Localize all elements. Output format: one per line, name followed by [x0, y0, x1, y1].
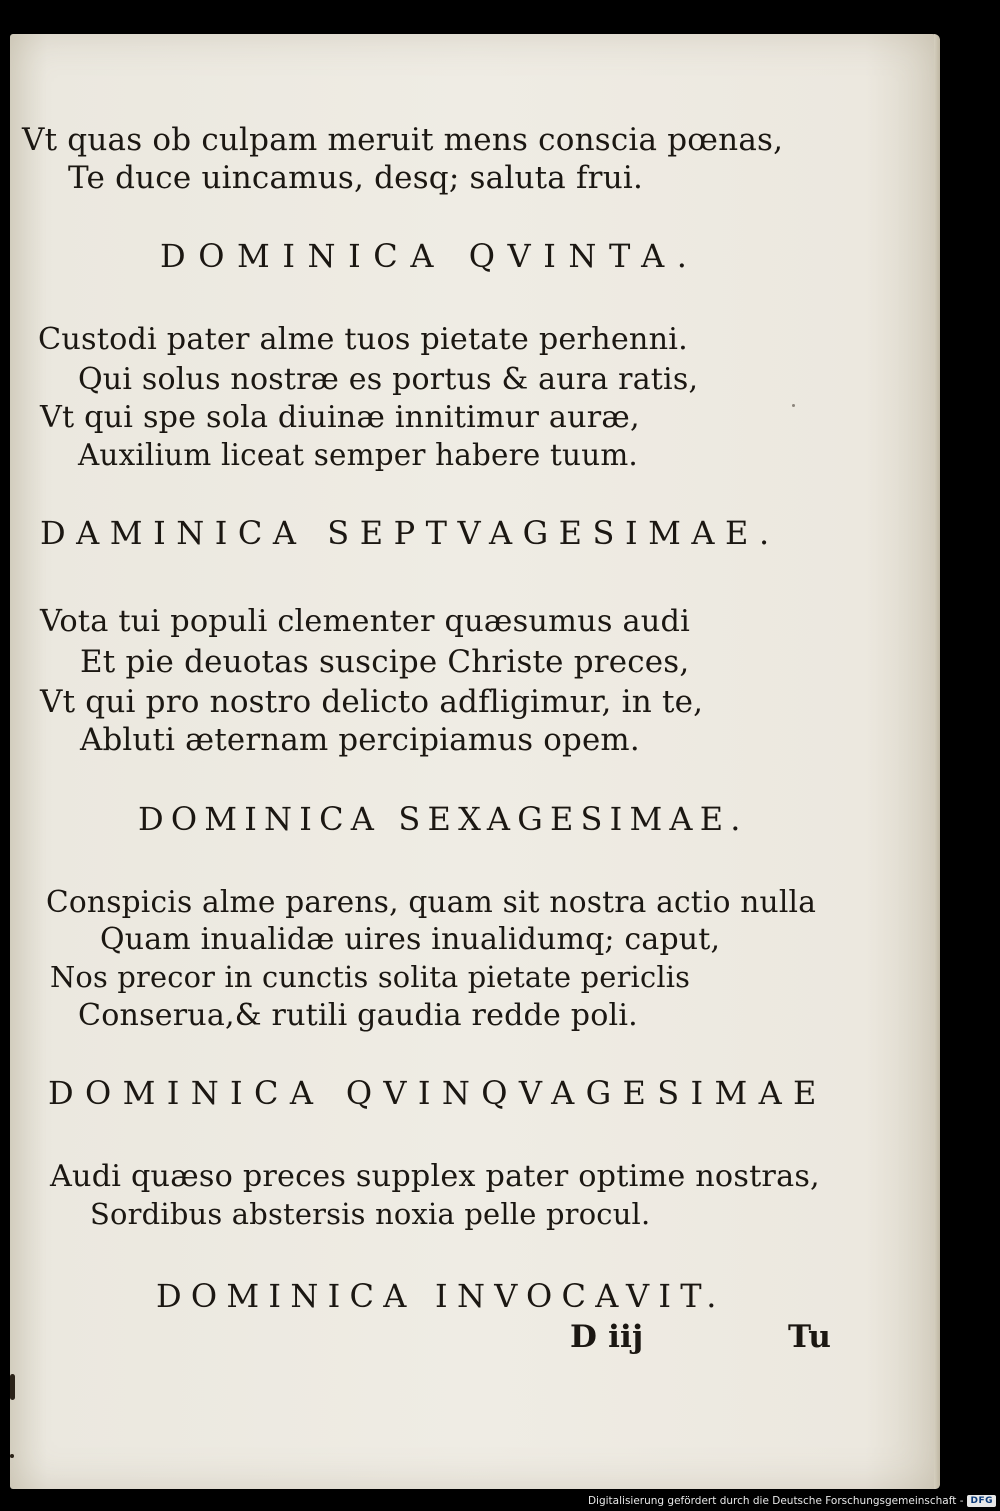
section-heading: DOMINICA QVINTA.	[160, 237, 700, 275]
verse-line: Quam inualidæ uires inualidumq; caput,	[100, 922, 721, 957]
verse-line: Vt qui pro nostro delicto adfligimur, in te,	[40, 684, 704, 720]
ink-speck	[10, 1374, 15, 1400]
catchword: Tu	[788, 1319, 832, 1355]
verse-line: Nos precor in cunctis solita pietate periclis	[50, 960, 691, 994]
verse-line: Custodi pater alme tuos pietate perhenni.	[38, 322, 688, 357]
digitization-notice: Digitalisierung gefördert durch die Deutsche Forschungsgemeinschaft -	[587, 1494, 964, 1507]
verse-line: Vt qui spe sola diuinæ innitimur auræ,	[40, 400, 640, 435]
ink-speck	[792, 404, 795, 407]
book-page	[10, 34, 940, 1489]
section-heading: DAMINICA SEPTVAGESIMAE.	[40, 514, 780, 552]
verse-line: Audi quæso preces supplex pater optime nostras,	[50, 1159, 820, 1194]
verse-line: Conspicis alme parens, quam sit nostra actio nulla	[46, 884, 817, 919]
verse-line: Qui solus nostræ es portus & aura ratis,	[78, 362, 699, 397]
dfg-logo: DFG	[967, 1495, 996, 1507]
verse-line: Et pie deuotas suscipe Christe preces,	[80, 644, 690, 680]
section-heading: DOMINICA SEXAGESIMAE.	[138, 800, 748, 838]
verse-line: Sordibus abstersis noxia pelle procul.	[90, 1197, 651, 1231]
verse-line: Vt quas ob culpam meruit mens conscia pœnas,	[22, 122, 784, 158]
verse-line: Abluti æternam percipiamus opem.	[80, 722, 640, 758]
section-heading: DOMINICA INVOCAVIT.	[156, 1277, 726, 1315]
verse-line: Vota tui populi clementer quæsumus audi	[40, 604, 691, 639]
verse-line: Auxilium liceat semper habere tuum.	[78, 438, 638, 472]
verse-line: Te duce uincamus, desq; saluta frui.	[68, 160, 644, 196]
digitization-notice-bar	[588, 1492, 996, 1509]
verse-line: Conserua,& rutili gaudia redde poli.	[78, 998, 638, 1033]
signature-mark: D iij	[570, 1319, 644, 1355]
section-heading: DOMINICA QVINQVAGESIMAE	[48, 1074, 828, 1112]
ink-speck	[10, 1454, 14, 1458]
